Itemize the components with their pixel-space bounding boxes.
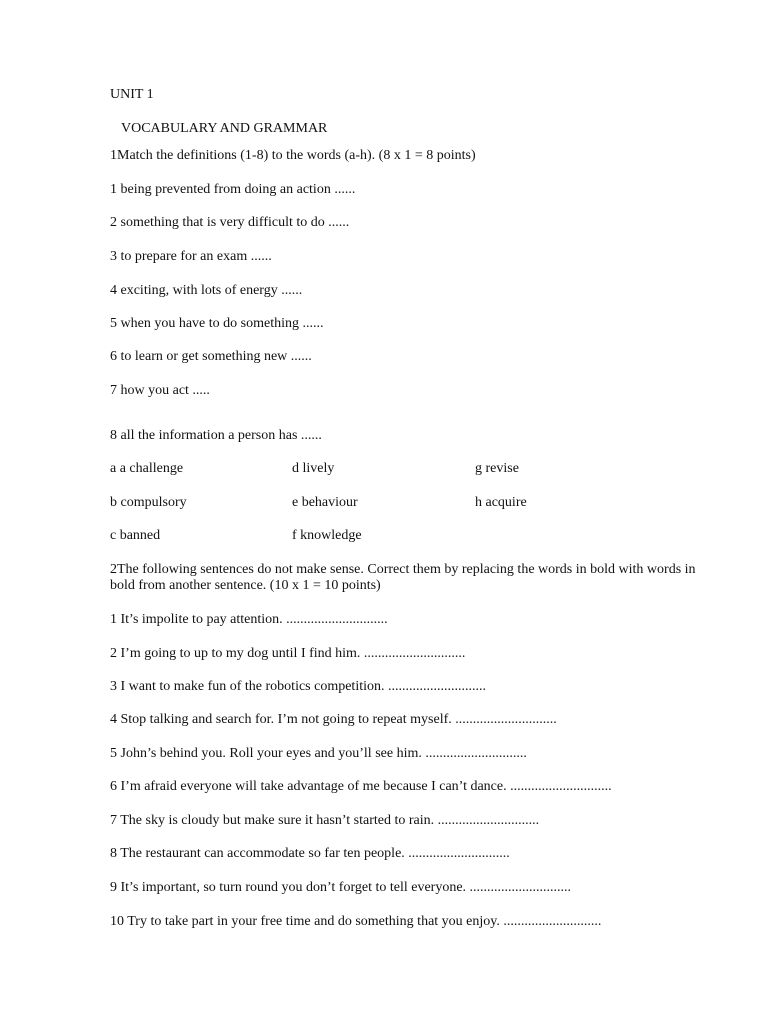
- definition-item: 1 being prevented from doing an action ......: [110, 182, 356, 197]
- word-option: a a challenge: [110, 461, 184, 476]
- word-option: d lively: [292, 461, 335, 476]
- sentence-item: 4 Stop talking and search for. I’m not going to repeat myself. .............................: [110, 712, 557, 727]
- sentence-item: 2 I’m going to up to my dog until I find him. .............................: [110, 646, 466, 661]
- word-option: c banned: [110, 528, 161, 543]
- unit-title: UNIT 1: [110, 87, 154, 102]
- sentence-item: 1 It’s impolite to pay attention. .............................: [110, 612, 388, 627]
- word-option: b compulsory: [110, 495, 187, 510]
- definition-item: 6 to learn or get something new ......: [110, 349, 312, 364]
- definition-item: 5 when you have to do something ......: [110, 316, 324, 331]
- definition-item: 2 something that is very difficult to do ......: [110, 215, 350, 230]
- sentence-item: 8 The restaurant can accommodate so far ten people. .............................: [110, 846, 510, 861]
- section-title: VOCABULARY AND GRAMMAR: [121, 121, 328, 136]
- exercise1-instruction: 1Match the definitions (1-8) to the words (a-h). (8 x 1 = 8 points): [110, 148, 476, 163]
- sentence-item: 7 The sky is cloudy but make sure it hasn’t started to rain. .............................: [110, 813, 540, 828]
- word-option: e behaviour: [292, 495, 358, 510]
- definition-item: 3 to prepare for an exam ......: [110, 249, 272, 264]
- sentence-item: 10 Try to take part in your free time and do something that you enjoy. ............................: [110, 914, 602, 929]
- sentence-item: 3 I want to make fun of the robotics competition. ............................: [110, 679, 486, 694]
- exercise2-instruction: 2The following sentences do not make sense. Correct them by replacing the words in bold with words in bold from another sentence. (10 x 1 = 10 points): [110, 562, 696, 593]
- word-option: g revise: [475, 461, 519, 476]
- definition-item: 4 exciting, with lots of energy ......: [110, 283, 303, 298]
- word-option: h acquire: [475, 495, 527, 510]
- definition-item: 8 all the information a person has ......: [110, 428, 322, 443]
- sentence-item: 6 I’m afraid everyone will take advantage of me because I can’t dance. .............................: [110, 779, 612, 794]
- sentence-item: 9 It’s important, so turn round you don’t forget to tell everyone. .............................: [110, 880, 572, 895]
- word-option: f knowledge: [292, 528, 362, 543]
- definition-item: 7 how you act .....: [110, 383, 210, 398]
- sentence-item: 5 John’s behind you. Roll your eyes and you’ll see him. .............................: [110, 746, 527, 761]
